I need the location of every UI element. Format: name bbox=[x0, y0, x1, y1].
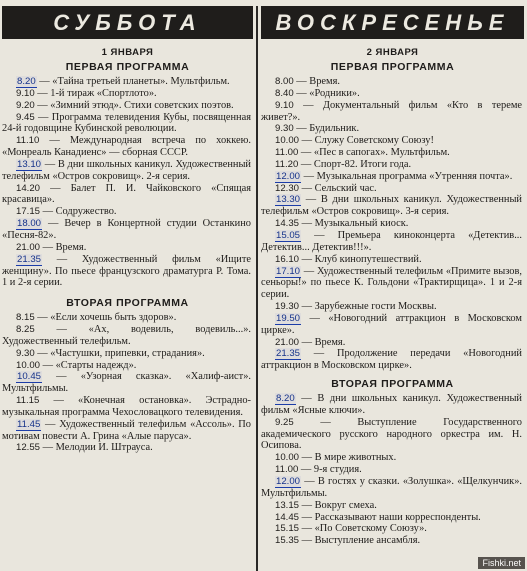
marked-time: 8.20 bbox=[17, 76, 36, 87]
listing-time: 10.00 bbox=[275, 135, 300, 147]
sunday-second-program-title: ВТОРАЯ ПРОГРАММА bbox=[331, 378, 454, 391]
listing-entry: 8.15 — «Если хочешь быть здоров». bbox=[16, 312, 177, 324]
listing-time: 21.00 bbox=[16, 241, 41, 253]
listing-entry: 9.45 — Программа телевидения Кубы, посвященная 24-й годовщине Кубинской революции. bbox=[2, 111, 251, 135]
saturday-date: 1 ЯНВАРЯ bbox=[101, 47, 154, 58]
listing-entry: 11.00 — «Пес в сапогах». Мультфильм. bbox=[275, 147, 450, 159]
listing-entry: 9.30 — Будильник. bbox=[275, 123, 360, 135]
listing-entry: 19.30 — Зарубежные гости Москвы. bbox=[275, 301, 437, 313]
listing-title: «Ах, водевиль, водевиль...». Художественный телефильм. bbox=[2, 324, 251, 347]
listing-title: Художественный телефильм «Примите вызов, сеньоры!» по пьесе К. Гольдони «Трактирщица». 1 и 2-я серии. bbox=[261, 265, 522, 301]
listing-entry: 10.45 — «Узорная сказка». «Халиф-аист». Мультфильмы. bbox=[2, 371, 251, 395]
listing-time: 10.00 bbox=[275, 452, 300, 464]
listing-title: «Родники». bbox=[309, 87, 360, 99]
listing-time: 19.30 bbox=[275, 301, 300, 313]
listing-entry: 13.15 — Вокруг смеха. bbox=[275, 499, 377, 511]
listing-entry: 15.15 — «По Советскому Союзу». bbox=[275, 523, 427, 535]
listing-title: «Конечная остановка». Эстрадно-музыкальная программа Чехословацкого телевидения. bbox=[2, 395, 251, 418]
listing-time: 21.00 bbox=[275, 336, 300, 348]
listing-title: «Тайна третьей планеты». Мультфильм. bbox=[52, 76, 230, 87]
saturday-banner: СУББОТА bbox=[2, 6, 253, 39]
sunday-first-program-list bbox=[261, 76, 524, 372]
listing-title: В дни школьных каникул. Художественный телефильм «Остров сокровищ». 3-я серия. bbox=[261, 194, 522, 218]
listing-title: Художественный телефильм «Ассоль». По мотивам повести А. Грина «Алые паруса». bbox=[2, 418, 252, 442]
listing-title: Мелодии И. Штрауса. bbox=[55, 442, 153, 454]
listing-title: «Узорная сказка». «Халиф-аист». Мультфильмы. bbox=[2, 371, 251, 395]
listing-title: Зарубежные гости Москвы. bbox=[314, 301, 437, 313]
listing-title: Музыкальный киоск. bbox=[314, 218, 409, 230]
listing-entry: 21.00 — Время. bbox=[16, 241, 87, 253]
listing-time: 14.35 bbox=[275, 218, 300, 230]
listing-title: «Зимний этюд». Стихи советских поэтов. bbox=[50, 99, 234, 111]
marked-time: 10.45 bbox=[17, 371, 42, 383]
listing-entry: 14.45 — Рассказывают наши корреспонденты. bbox=[275, 511, 481, 523]
listing-time: 8.15 bbox=[16, 312, 35, 324]
listing-title: Будильник. bbox=[309, 123, 360, 135]
listing-title: «Новогодний аттракцион в Московском цирке». bbox=[261, 312, 522, 336]
marked-time: 13.30 bbox=[276, 194, 301, 206]
listing-title: Выступление Государственного академического русского народного оркестра им. Н. Осипова. bbox=[261, 416, 522, 452]
listing-entry: 9.30 — «Частушки, припевки, страдания». bbox=[16, 347, 205, 359]
listing-title: В гостях у сказки. «Золушка». «Щелкунчик». Мультфильмы. bbox=[261, 476, 522, 499]
listing-time: 8.40 bbox=[275, 87, 294, 99]
listing-time: 9.10 bbox=[275, 99, 294, 111]
listing-title: Продолжение передачи «Новогодний аттракцион в Московском цирке». bbox=[261, 348, 522, 372]
saturday-second-program-list bbox=[2, 312, 253, 454]
listing-entry: 10.00 — Служу Советскому Союзу! bbox=[275, 135, 434, 147]
marked-time: 15.05 bbox=[276, 229, 301, 241]
listing-title: Выступление ансамбля. bbox=[314, 535, 421, 547]
listing-time: 16.10 bbox=[275, 253, 300, 265]
listing-title: Вокруг смеха. bbox=[314, 499, 377, 511]
listing-title: «Пес в сапогах». Мультфильм. bbox=[313, 147, 450, 159]
marked-time: 19.50 bbox=[276, 312, 301, 324]
listing-time: 9.30 bbox=[275, 123, 294, 135]
listing-entry: 14.35 — Музыкальный киоск. bbox=[275, 218, 409, 230]
marked-time: 18.00 bbox=[17, 218, 42, 230]
listing-time: 8.25 bbox=[16, 324, 35, 336]
listing-time: 14.45 bbox=[275, 511, 300, 523]
saturday-second-program-title: ВТОРАЯ ПРОГРАММА bbox=[66, 297, 189, 310]
listing-entry: 12.00 — В гостях у сказки. «Золушка». «Щелкунчик». Мультфильмы. bbox=[261, 476, 522, 499]
listing-title: Время. bbox=[314, 336, 346, 348]
marked-time: 21.35 bbox=[17, 253, 42, 265]
listing-entry: 12.30 — Сельский час. bbox=[275, 182, 377, 194]
listing-title: Служу Советскому Союзу! bbox=[314, 135, 434, 147]
listing-entry: 10.00 — «Старты надежд». bbox=[16, 359, 137, 371]
sunday-date: 2 ЯНВАРЯ bbox=[366, 47, 419, 58]
listing-entry: 13.10 — В дни школьных каникул. Художественный телефильм «Остров сокровищ». 2-я серия. bbox=[2, 158, 251, 182]
marked-time: 17.10 bbox=[276, 265, 301, 277]
listing-title: Время. bbox=[309, 76, 340, 87]
marked-time: 11.45 bbox=[17, 418, 41, 430]
watermark: Fishki.net bbox=[478, 557, 525, 569]
listing-title: В дни школьных каникул. Художественный телефильм «Остров сокровищ». 2-я серия. bbox=[2, 158, 251, 182]
listing-time: 15.15 bbox=[275, 523, 300, 535]
listing-title: В мире животных. bbox=[314, 452, 397, 464]
listing-entry: 11.45 — Художественный телефильм «Ассоль». По мотивам повести А. Грина «Алые паруса». bbox=[2, 418, 252, 442]
listing-title: В дни школьных каникул. Художественный фильм «Ясные ключи». bbox=[261, 393, 522, 416]
listing-entry: 8.40 — «Родники». bbox=[275, 87, 360, 99]
listing-entry: 9.10 — 1-й тираж «Спортлото». bbox=[16, 87, 157, 99]
listing-time: 9.10 bbox=[16, 87, 35, 99]
listing-time: 11.00 bbox=[275, 147, 299, 159]
sunday-second-program-list bbox=[261, 393, 524, 547]
listing-entry: 21.00 — Время. bbox=[275, 336, 346, 348]
sunday-first-program-title: ПЕРВАЯ ПРОГРАММА bbox=[330, 61, 455, 73]
listing-entry: 15.05 — Премьера киноконцерта «Детектив... Детектив... Детектив!!!». bbox=[261, 229, 522, 253]
listing-entry: 9.20 — «Зимний этюд». Стихи советских поэтов. bbox=[16, 99, 234, 111]
listing-title: «Старты надежд». bbox=[55, 359, 137, 371]
listing-time: 12.30 bbox=[275, 182, 300, 194]
listing-title: «Если хочешь быть здоров». bbox=[50, 312, 177, 324]
listing-title: Международная встреча по хоккею. «Монреаль Канадиенс» — сборная СССР. bbox=[2, 135, 251, 159]
listing-time: 9.25 bbox=[275, 416, 294, 428]
listing-entry: 8.20 — В дни школьных каникул. Художественный фильм «Ясные ключи». bbox=[261, 393, 522, 416]
listing-time: 9.20 bbox=[16, 99, 35, 111]
listing-entry: 8.00 — Время. bbox=[275, 76, 340, 87]
saturday-column bbox=[2, 0, 253, 571]
listing-title: «Частушки, припевки, страдания». bbox=[50, 347, 205, 359]
listing-title: Рассказывают наши корреспонденты. bbox=[314, 511, 481, 523]
listing-title: «По Советскому Союзу». bbox=[314, 523, 427, 535]
listing-entry: 10.00 — В мире животных. bbox=[275, 452, 397, 464]
listing-entry: 11.00 — 9-я студия. bbox=[275, 464, 362, 476]
listing-title: 9-я студия. bbox=[313, 464, 362, 476]
listing-entry: 8.25 — «Ах, водевиль, водевиль...». Художественный телефильм. bbox=[2, 324, 251, 347]
listing-entry: 12.00 — Музыкальная программа «Утренняя почта». bbox=[276, 170, 513, 182]
listing-title: Сельский час. bbox=[314, 182, 377, 194]
marked-time: 21.35 bbox=[276, 348, 301, 360]
listing-entry: 11.10 — Международная встреча по хоккею. «Монреаль Канадиенс» — сборная СССР. bbox=[2, 135, 251, 159]
listing-title: Премьера киноконцерта «Детектив... Детектив... Детектив!!!». bbox=[261, 229, 522, 253]
listing-title: Время. bbox=[55, 241, 87, 253]
marked-time: 13.10 bbox=[17, 158, 42, 170]
listing-time: 8.00 bbox=[275, 76, 294, 87]
listing-time: 11.15 bbox=[16, 395, 40, 407]
listing-entry: 18.00 — Вечер в Концертной студии Останкино «Песня-82». bbox=[2, 218, 252, 241]
listing-time: 15.35 bbox=[275, 535, 300, 547]
sunday-column bbox=[261, 0, 524, 571]
marked-time: 12.00 bbox=[276, 170, 301, 182]
listing-time: 9.30 bbox=[16, 347, 35, 359]
listing-time: 11.00 bbox=[275, 464, 299, 476]
listing-time: 13.15 bbox=[275, 499, 300, 511]
listing-entry: 8.20 — «Тайна третьей планеты». Мультфильм. bbox=[17, 76, 230, 87]
marked-time: 12.00 bbox=[276, 476, 301, 487]
listing-entry: 14.20 — Балет П. И. Чайковского «Спящая красавица». bbox=[2, 182, 251, 206]
listing-entry: 17.15 — Содружество. bbox=[16, 206, 117, 218]
listing-entry: 21.35 — Продолжение передачи «Новогодний аттракцион в Московском цирке». bbox=[261, 348, 522, 372]
listing-title: Документальный фильм «Кто в тереме живет?». bbox=[261, 99, 523, 123]
listing-entry: 17.10 — Художественный телефильм «Примите вызов, сеньоры!» по пьесе К. Гольдони «Трактирщица». 1 и 2-я серии. bbox=[261, 265, 522, 301]
listing-entry: 15.35 — Выступление ансамбля. bbox=[275, 535, 421, 547]
listing-time: 12.55 bbox=[16, 442, 41, 454]
listing-entry: 9.25 — Выступление Государственного академического русского народного оркестра им. Н. Осипова. bbox=[261, 416, 522, 452]
marked-time: 8.20 bbox=[276, 393, 295, 405]
listing-time: 11.20 bbox=[275, 158, 299, 170]
sunday-banner: ВОСКРЕСЕНЬЕ bbox=[261, 6, 524, 39]
listing-time: 14.20 bbox=[16, 182, 41, 194]
listing-title: 1-й тираж «Спортлото». bbox=[50, 87, 157, 99]
listing-entry: 12.55 — Мелодии И. Штрауса. bbox=[16, 442, 153, 454]
listing-title: Художественный фильм «Ищите женщину». По пьесе французского драматурга Р. Тома. 1 и 2-я серии. bbox=[2, 253, 251, 289]
column-divider bbox=[256, 6, 258, 571]
listing-title: Содружество. bbox=[55, 206, 117, 218]
saturday-first-program-list bbox=[2, 76, 253, 289]
listing-time: 9.45 bbox=[16, 111, 35, 123]
saturday-first-program-title: ПЕРВАЯ ПРОГРАММА bbox=[65, 61, 190, 73]
listing-time: 10.00 bbox=[16, 359, 41, 371]
listing-entry: 9.10 — Документальный фильм «Кто в тереме живет?». bbox=[261, 99, 523, 123]
listing-entry: 13.30 — В дни школьных каникул. Художественный телефильм «Остров сокровищ». 3-я серия. bbox=[261, 194, 522, 218]
listing-title: Клуб кинопутешествий. bbox=[314, 253, 422, 265]
listing-title: Вечер в Концертной студии Останкино «Песня-82». bbox=[2, 218, 252, 241]
listing-time: 11.10 bbox=[16, 135, 40, 147]
listing-title: Программа телевидения Кубы, посвященная 24-й годовщине Кубинской революции. bbox=[2, 111, 251, 135]
listing-title: Спорт-82. Итоги года. bbox=[313, 158, 412, 170]
listing-entry: 11.20 — Спорт-82. Итоги года. bbox=[275, 158, 412, 170]
listing-title: Балет П. И. Чайковского «Спящая красавица». bbox=[2, 182, 251, 206]
listing-entry: 19.50 — «Новогодний аттракцион в Московском цирке». bbox=[261, 312, 522, 336]
listing-time: 17.15 bbox=[16, 206, 41, 218]
listing-entry: 16.10 — Клуб кинопутешествий. bbox=[275, 253, 422, 265]
listing-entry: 21.35 — Художественный фильм «Ищите женщину». По пьесе французского драматурга Р. Тома. 1 и 2-я серии. bbox=[2, 253, 251, 289]
listing-entry: 11.15 — «Конечная остановка». Эстрадно-музыкальная программа Чехословацкого телевидения. bbox=[2, 395, 251, 418]
listing-title: Музыкальная программа «Утренняя почта». bbox=[316, 170, 513, 182]
